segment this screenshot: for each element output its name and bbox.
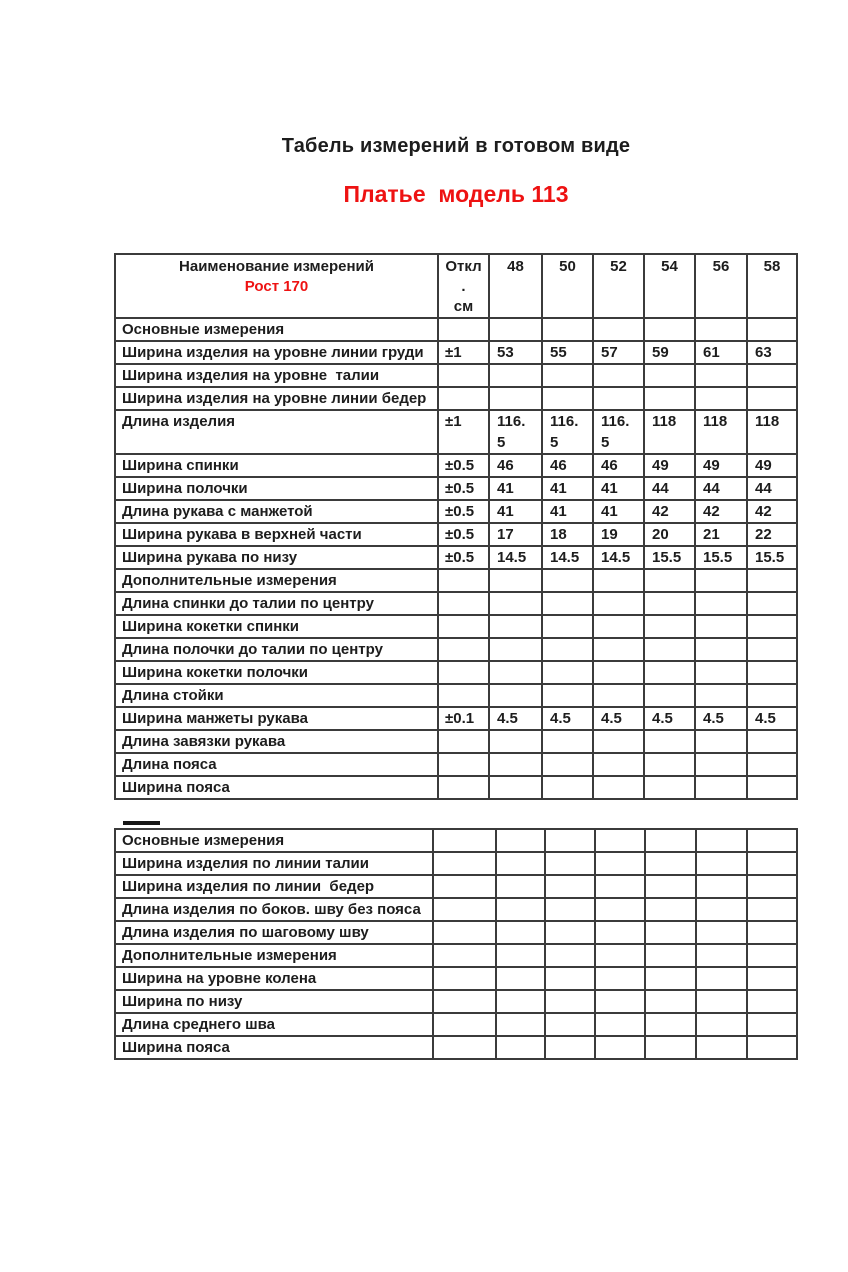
value-cell [542, 318, 593, 341]
value-cell: 42 [695, 500, 747, 523]
measurement-label: Дополнительные измерения [115, 944, 433, 967]
value-cell [489, 615, 542, 638]
value-cell: 61 [695, 341, 747, 364]
value-cell [644, 615, 695, 638]
offset-cell [433, 967, 496, 990]
value-cell [695, 318, 747, 341]
value-cell [645, 1013, 696, 1036]
value-cell [747, 776, 797, 799]
offset-cell: ±0.1 [438, 707, 489, 730]
measurement-label: Ширина манжеты рукава [115, 707, 438, 730]
offset-cell [438, 364, 489, 387]
column-header-name [115, 254, 438, 318]
value-cell [542, 569, 593, 592]
measurement-label: Дополнительные измерения [115, 569, 438, 592]
value-cell [496, 852, 545, 875]
value-cell [593, 387, 644, 410]
value-cell: 116.5 [489, 410, 542, 454]
value-cell [747, 684, 797, 707]
value-cell: 4.5 [747, 707, 797, 730]
value-cell [747, 944, 797, 967]
table-row [115, 661, 797, 684]
value-cell [747, 753, 797, 776]
measurement-label: Ширина пояса [115, 1036, 433, 1059]
value-cell [747, 1013, 797, 1036]
value-cell: 41 [593, 500, 644, 523]
value-cell [644, 661, 695, 684]
table-row [115, 776, 797, 799]
value-cell: 49 [695, 454, 747, 477]
offset-cell: ±0.5 [438, 546, 489, 569]
value-cell [747, 364, 797, 387]
value-cell [542, 387, 593, 410]
measurement-label: Длина полочки до талии по центру [115, 638, 438, 661]
measurement-label: Ширина изделия на уровне талии [115, 364, 438, 387]
value-cell [545, 829, 595, 852]
measurement-label: Длина изделия [115, 410, 438, 454]
value-cell [695, 592, 747, 615]
value-cell: 118 [747, 410, 797, 454]
value-cell [595, 829, 645, 852]
value-cell [747, 615, 797, 638]
value-cell: 57 [593, 341, 644, 364]
value-cell [595, 967, 645, 990]
name-header-label: Наименование измерений [179, 258, 374, 275]
table-row [115, 753, 797, 776]
value-cell [696, 990, 747, 1013]
value-cell [645, 921, 696, 944]
table-row [115, 592, 797, 615]
table-row [115, 523, 797, 546]
value-cell [542, 753, 593, 776]
value-cell [696, 1013, 747, 1036]
value-cell: 116.5 [593, 410, 644, 454]
offset-cell: ±1 [438, 341, 489, 364]
table-row [115, 990, 797, 1013]
value-cell [747, 898, 797, 921]
offset-cell [438, 661, 489, 684]
size-column-header: 52 [593, 254, 644, 318]
value-cell: 118 [695, 410, 747, 454]
value-cell [593, 776, 644, 799]
offset-cell: ±0.5 [438, 477, 489, 500]
value-cell [496, 898, 545, 921]
table-row [115, 569, 797, 592]
value-cell: 49 [644, 454, 695, 477]
offset-cell [433, 944, 496, 967]
dash-mark [123, 821, 160, 825]
value-cell [545, 921, 595, 944]
offset-cell [433, 898, 496, 921]
value-cell [595, 921, 645, 944]
value-cell: 14.5 [593, 546, 644, 569]
value-cell: 4.5 [489, 707, 542, 730]
table-row [115, 707, 797, 730]
value-cell [644, 318, 695, 341]
offset-header-line: Откл [445, 258, 482, 275]
table-row [115, 852, 797, 875]
value-cell: 20 [644, 523, 695, 546]
measurement-label: Ширина на уровне колена [115, 967, 433, 990]
value-cell: 41 [489, 477, 542, 500]
value-cell [545, 990, 595, 1013]
value-cell [593, 615, 644, 638]
value-cell [545, 1013, 595, 1036]
value-cell [595, 852, 645, 875]
measurement-label: Основные измерения [115, 829, 433, 852]
offset-cell: ±1 [438, 410, 489, 454]
measurements-table-top [114, 253, 798, 800]
value-cell [489, 318, 542, 341]
measurement-label: Ширина изделия по линии бедер [115, 875, 433, 898]
value-cell: 15.5 [695, 546, 747, 569]
value-cell [595, 898, 645, 921]
value-cell: 46 [489, 454, 542, 477]
value-cell [593, 753, 644, 776]
value-cell [593, 318, 644, 341]
value-cell [545, 1036, 595, 1059]
offset-cell [438, 387, 489, 410]
value-cell [747, 967, 797, 990]
table-row [115, 944, 797, 967]
measurement-label: Ширина изделия по линии талии [115, 852, 433, 875]
value-cell [695, 661, 747, 684]
column-header-offset [438, 254, 489, 318]
size-column-header: 56 [695, 254, 747, 318]
value-cell [747, 875, 797, 898]
offset-cell [433, 1036, 496, 1059]
value-cell [747, 592, 797, 615]
value-cell [593, 684, 644, 707]
value-cell [545, 875, 595, 898]
value-cell [696, 829, 747, 852]
value-cell [644, 753, 695, 776]
measurement-label: Длина рукава с манжетой [115, 500, 438, 523]
value-cell [747, 829, 797, 852]
value-cell [496, 967, 545, 990]
value-cell [595, 1013, 645, 1036]
offset-cell: ±0.5 [438, 500, 489, 523]
measurement-label: Ширина рукава в верхней части [115, 523, 438, 546]
value-cell [489, 592, 542, 615]
offset-cell [433, 852, 496, 875]
value-cell: 46 [542, 454, 593, 477]
value-cell [545, 898, 595, 921]
offset-cell [438, 753, 489, 776]
measurement-label: Ширина изделия на уровне линии груди [115, 341, 438, 364]
value-cell [695, 776, 747, 799]
measurement-label: Длина изделия по боков. шву без пояса [115, 898, 433, 921]
value-cell: 116.5 [542, 410, 593, 454]
offset-header-line: . [461, 278, 466, 295]
value-cell [696, 1036, 747, 1059]
value-cell [542, 638, 593, 661]
value-cell [489, 569, 542, 592]
value-cell: 49 [747, 454, 797, 477]
table-row [115, 1013, 797, 1036]
value-cell [747, 990, 797, 1013]
value-cell [747, 387, 797, 410]
value-cell [644, 387, 695, 410]
value-cell: 41 [542, 477, 593, 500]
value-cell [747, 661, 797, 684]
measurement-label: Длина среднего шва [115, 1013, 433, 1036]
value-cell [644, 592, 695, 615]
value-cell [595, 875, 645, 898]
value-cell: 17 [489, 523, 542, 546]
value-cell [545, 944, 595, 967]
value-cell [542, 776, 593, 799]
value-cell [644, 638, 695, 661]
offset-cell [438, 615, 489, 638]
value-cell [747, 921, 797, 944]
table-row [115, 477, 797, 500]
value-cell [695, 730, 747, 753]
offset-cell [438, 638, 489, 661]
value-cell [542, 592, 593, 615]
table-row [115, 921, 797, 944]
table-row [115, 684, 797, 707]
value-cell [696, 921, 747, 944]
value-cell [496, 829, 545, 852]
table-row [115, 967, 797, 990]
value-cell [747, 638, 797, 661]
value-cell [593, 661, 644, 684]
size-column-header: 58 [747, 254, 797, 318]
value-cell [696, 875, 747, 898]
value-cell: 4.5 [644, 707, 695, 730]
table-row [115, 318, 797, 341]
value-cell [696, 944, 747, 967]
value-cell [542, 730, 593, 753]
value-cell [593, 592, 644, 615]
document-content [114, 0, 798, 1272]
value-cell [489, 730, 542, 753]
value-cell [496, 990, 545, 1013]
offset-cell [438, 684, 489, 707]
measurement-label: Ширина кокетки полочки [115, 661, 438, 684]
size-column-header: 48 [489, 254, 542, 318]
value-cell [645, 898, 696, 921]
value-cell: 44 [644, 477, 695, 500]
table-row [115, 546, 797, 569]
value-cell: 59 [644, 341, 695, 364]
value-cell [489, 753, 542, 776]
value-cell: 42 [747, 500, 797, 523]
offset-cell [433, 990, 496, 1013]
offset-cell [433, 829, 496, 852]
value-cell [695, 684, 747, 707]
value-cell [496, 921, 545, 944]
value-cell: 4.5 [542, 707, 593, 730]
table-row [115, 410, 797, 454]
table-row [115, 387, 797, 410]
offset-cell [433, 875, 496, 898]
value-cell: 55 [542, 341, 593, 364]
measurement-label: Ширина спинки [115, 454, 438, 477]
value-cell [593, 569, 644, 592]
measurement-label: Ширина по низу [115, 990, 433, 1013]
value-cell: 44 [695, 477, 747, 500]
offset-cell [438, 318, 489, 341]
value-cell [545, 967, 595, 990]
table-row [115, 638, 797, 661]
value-cell [645, 829, 696, 852]
value-cell [696, 967, 747, 990]
offset-cell [433, 1013, 496, 1036]
value-cell [593, 364, 644, 387]
value-cell [542, 661, 593, 684]
measurement-label: Длина пояса [115, 753, 438, 776]
value-cell [645, 875, 696, 898]
table-row [115, 730, 797, 753]
value-cell [644, 364, 695, 387]
value-cell [695, 569, 747, 592]
value-cell: 53 [489, 341, 542, 364]
value-cell [593, 638, 644, 661]
value-cell: 41 [593, 477, 644, 500]
measurement-label: Ширина кокетки спинки [115, 615, 438, 638]
table-row [115, 829, 797, 852]
measurement-label: Длина завязки рукава [115, 730, 438, 753]
value-cell [542, 684, 593, 707]
value-cell [489, 776, 542, 799]
value-cell [595, 990, 645, 1013]
value-cell [496, 1036, 545, 1059]
value-cell [747, 730, 797, 753]
value-cell: 22 [747, 523, 797, 546]
value-cell: 42 [644, 500, 695, 523]
value-cell [496, 875, 545, 898]
measurement-label: Ширина пояса [115, 776, 438, 799]
value-cell [696, 898, 747, 921]
table-row [115, 341, 797, 364]
value-cell: 4.5 [593, 707, 644, 730]
value-cell [489, 364, 542, 387]
value-cell [645, 852, 696, 875]
value-cell: 118 [644, 410, 695, 454]
table-row [115, 364, 797, 387]
value-cell: 44 [747, 477, 797, 500]
value-cell [496, 1013, 545, 1036]
value-cell [645, 967, 696, 990]
value-cell: 41 [489, 500, 542, 523]
measurement-label: Ширина изделия на уровне линии бедер [115, 387, 438, 410]
table-row [115, 898, 797, 921]
value-cell [489, 638, 542, 661]
offset-header-line: см [453, 298, 474, 315]
header-row [115, 254, 797, 318]
value-cell [747, 318, 797, 341]
value-cell [696, 852, 747, 875]
value-cell [595, 1036, 645, 1059]
value-cell [747, 1036, 797, 1059]
value-cell: 41 [542, 500, 593, 523]
value-cell [545, 852, 595, 875]
offset-cell [438, 776, 489, 799]
value-cell: 15.5 [644, 546, 695, 569]
table-row [115, 1036, 797, 1059]
growth-label: Рост 170 [244, 278, 309, 295]
document-title: Табель измерений в готовом виде [281, 135, 631, 157]
measurement-label: Длина изделия по шаговому шву [115, 921, 433, 944]
value-cell [542, 364, 593, 387]
value-cell [644, 684, 695, 707]
value-cell: 46 [593, 454, 644, 477]
value-cell [695, 387, 747, 410]
offset-cell [438, 730, 489, 753]
size-column-header: 54 [644, 254, 695, 318]
value-cell [496, 944, 545, 967]
model-title: Платье модель 113 [343, 181, 569, 207]
measurement-label: Ширина полочки [115, 477, 438, 500]
size-column-header: 50 [542, 254, 593, 318]
value-cell: 14.5 [542, 546, 593, 569]
value-cell [695, 364, 747, 387]
measurements-table-bottom [114, 828, 798, 1060]
table-row [115, 875, 797, 898]
measurement-label: Ширина рукава по низу [115, 546, 438, 569]
offset-cell [433, 921, 496, 944]
value-cell: 18 [542, 523, 593, 546]
measurement-label: Основные измерения [115, 318, 438, 341]
offset-cell [438, 592, 489, 615]
value-cell: 21 [695, 523, 747, 546]
value-cell [489, 661, 542, 684]
value-cell [645, 944, 696, 967]
value-cell: 4.5 [695, 707, 747, 730]
table-row [115, 500, 797, 523]
value-cell [644, 569, 695, 592]
value-cell [595, 944, 645, 967]
value-cell [542, 615, 593, 638]
measurement-label: Длина спинки до талии по центру [115, 592, 438, 615]
value-cell [645, 990, 696, 1013]
value-cell [645, 1036, 696, 1059]
value-cell [489, 387, 542, 410]
value-cell [695, 615, 747, 638]
value-cell [695, 753, 747, 776]
value-cell: 63 [747, 341, 797, 364]
table-row [115, 615, 797, 638]
offset-cell: ±0.5 [438, 454, 489, 477]
value-cell [644, 730, 695, 753]
table-row [115, 454, 797, 477]
value-cell: 15.5 [747, 546, 797, 569]
value-cell [747, 569, 797, 592]
value-cell [489, 684, 542, 707]
value-cell: 14.5 [489, 546, 542, 569]
offset-cell: ±0.5 [438, 523, 489, 546]
value-cell [593, 730, 644, 753]
value-cell [747, 852, 797, 875]
value-cell [695, 638, 747, 661]
value-cell: 19 [593, 523, 644, 546]
offset-cell [438, 569, 489, 592]
value-cell [644, 776, 695, 799]
measurement-label: Длина стойки [115, 684, 438, 707]
